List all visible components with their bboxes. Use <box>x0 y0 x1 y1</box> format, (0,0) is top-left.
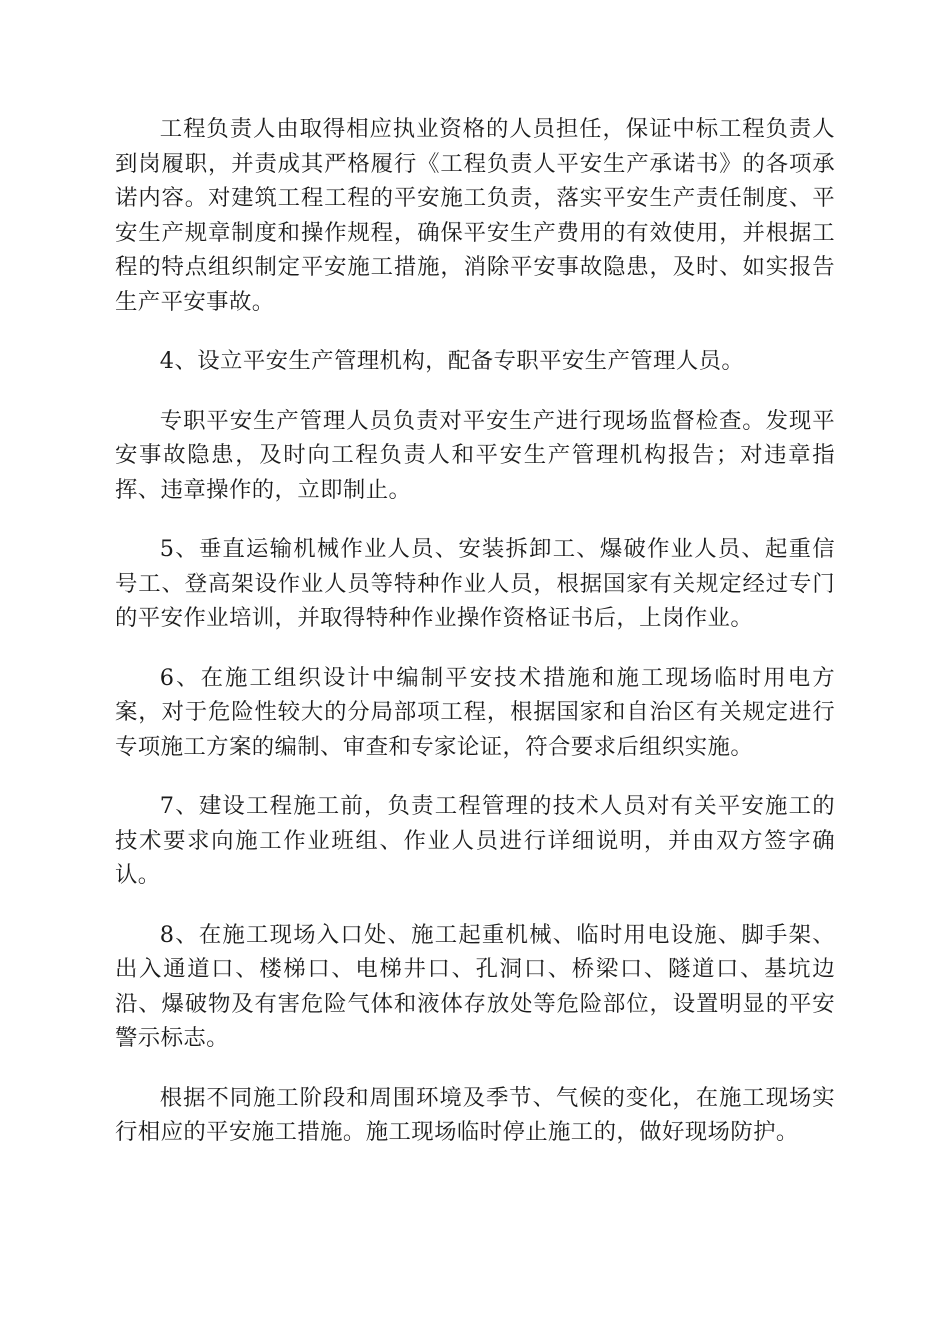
paragraph-seasonal-measures: 根据不同施工阶段和周围环境及季节、气候的变化，在施工现场实行相应的平安施工措施。施工现场临时停止施工的，做好现场防护。 <box>115 1084 835 1145</box>
paragraph-item-8: 8、在施工现场入口处、施工起重机械、临时用电设施、脚手架、出入通道口、楼梯口、电梯井口、孔洞口、桥梁口、隧道口、基坑边沿、爆破物及有害危险气体和液体存放处等危险部位，设置明显的平安警示标志。 <box>115 921 835 1051</box>
paragraph-project-leader: 工程负责人由取得相应执业资格的人员担任，保证中标工程负责人到岗履职，并责成其严格履行《工程负责人平安生产承诺书》的各项承诺内容。对建筑工程工程的平安施工负责，落实平安生产责任制度、平安生产规章制度和操作规程，确保平安生产费用的有效使用，并根据工程的特点组织制定平安施工措施，消除平安事故隐患，及时、如实报告生产平安事故。 <box>115 116 835 315</box>
paragraph-safety-staff: 专职平安生产管理人员负责对平安生产进行现场监督检查。发现平安事故隐患，及时向工程负责人和平安生产管理机构报告；对违章指挥、违章操作的，立即制止。 <box>115 407 835 503</box>
paragraph-item-4: 4、设立平安生产管理机构，配备专职平安生产管理人员。 <box>159 348 745 374</box>
paragraph-item-5: 5、垂直运输机械作业人员、安装拆卸工、爆破作业人员、起重信号工、登高架设作业人员等特种作业人员，根据国家有关规定经过专门的平安作业培训，并取得特种作业操作资格证书后，上岗作业。 <box>115 536 835 631</box>
paragraph-item-6: 6、在施工组织设计中编制平安技术措施和施工现场临时用电方案，对于危险性较大的分局部项工程，根据国家和自治区有关规定进行专项施工方案的编制、审查和专家论证，符合要求后组织实施。 <box>115 664 835 760</box>
document-body <box>115 112 835 1175</box>
paragraph-item-7: 7、建设工程施工前，负责工程管理的技术人员对有关平安施工的技术要求向施工作业班组、作业人员进行详细说明，并由双方签字确认。 <box>115 793 835 888</box>
